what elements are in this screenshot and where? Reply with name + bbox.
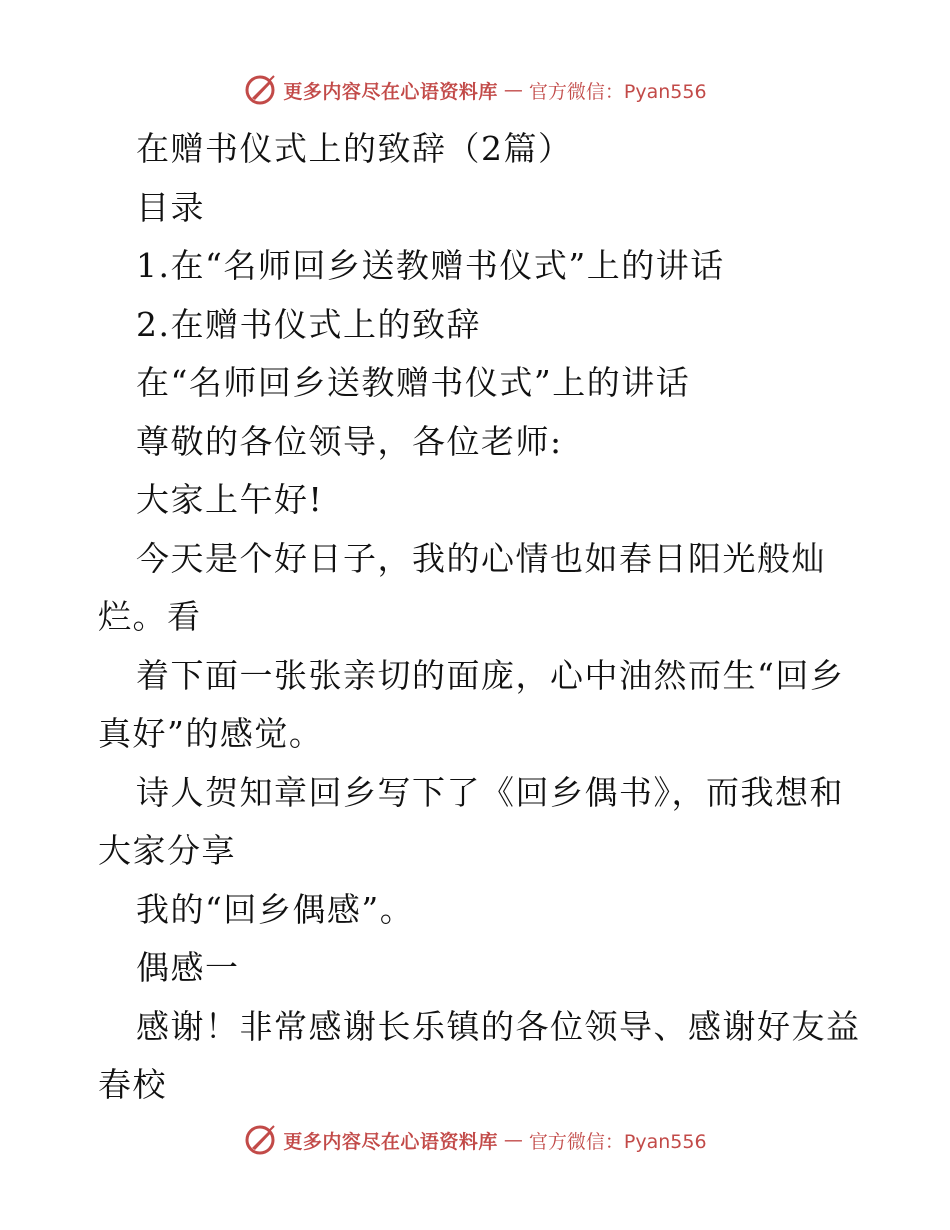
- banner-text: 更多内容尽在心语资料库: [283, 80, 498, 103]
- quill-logo-icon: [243, 1123, 277, 1157]
- banner-dash: —: [503, 79, 523, 101]
- text-line: 今天是个好日子，我的心情也如春日阳光般灿: [136, 538, 826, 578]
- text-line: 感谢！非常感谢长乐镇的各位领导、感谢好友益: [136, 1006, 861, 1046]
- text-line: 偶感一: [136, 948, 240, 987]
- text-line: 春校: [98, 1065, 167, 1104]
- text-line: 2.在赠书仪式上的致辞: [136, 304, 481, 344]
- banner-wechat: 官方微信：Pyan556: [528, 80, 707, 103]
- banner-dash: —: [503, 1129, 523, 1151]
- text-line: 我的“回乡偶感”。: [136, 889, 415, 929]
- text-line: 诗人贺知章回乡写下了《回乡偶书》，而我想和: [136, 772, 844, 812]
- text-line: 着下面一张张亲切的面庞，心中油然而生“回乡: [136, 655, 845, 695]
- text-line: 在赠书仪式上的致辞（2篇）: [136, 129, 573, 168]
- text-line: 大家上午好!: [136, 480, 324, 519]
- text-line: 烂。看: [98, 597, 202, 636]
- text-line: 大家分享: [98, 831, 236, 870]
- text-line: 在“名师回乡送教赠书仪式”上的讲话: [136, 363, 691, 402]
- text-line: 目录: [136, 187, 205, 227]
- document-body: [98, 120, 861, 1115]
- text-line: 1.在“名师回乡送教赠书仪式”上的讲话: [136, 246, 725, 285]
- banner-wechat: 官方微信：Pyan556: [528, 1130, 707, 1153]
- text-line: 尊敬的各位领导，各位老师:: [136, 421, 563, 461]
- header-banner: [0, 70, 950, 110]
- banner-text: 更多内容尽在心语资料库: [283, 1130, 498, 1153]
- text-line: 真好”的感觉。: [98, 714, 324, 753]
- footer-banner: [0, 1120, 950, 1160]
- quill-logo-icon: [243, 73, 277, 107]
